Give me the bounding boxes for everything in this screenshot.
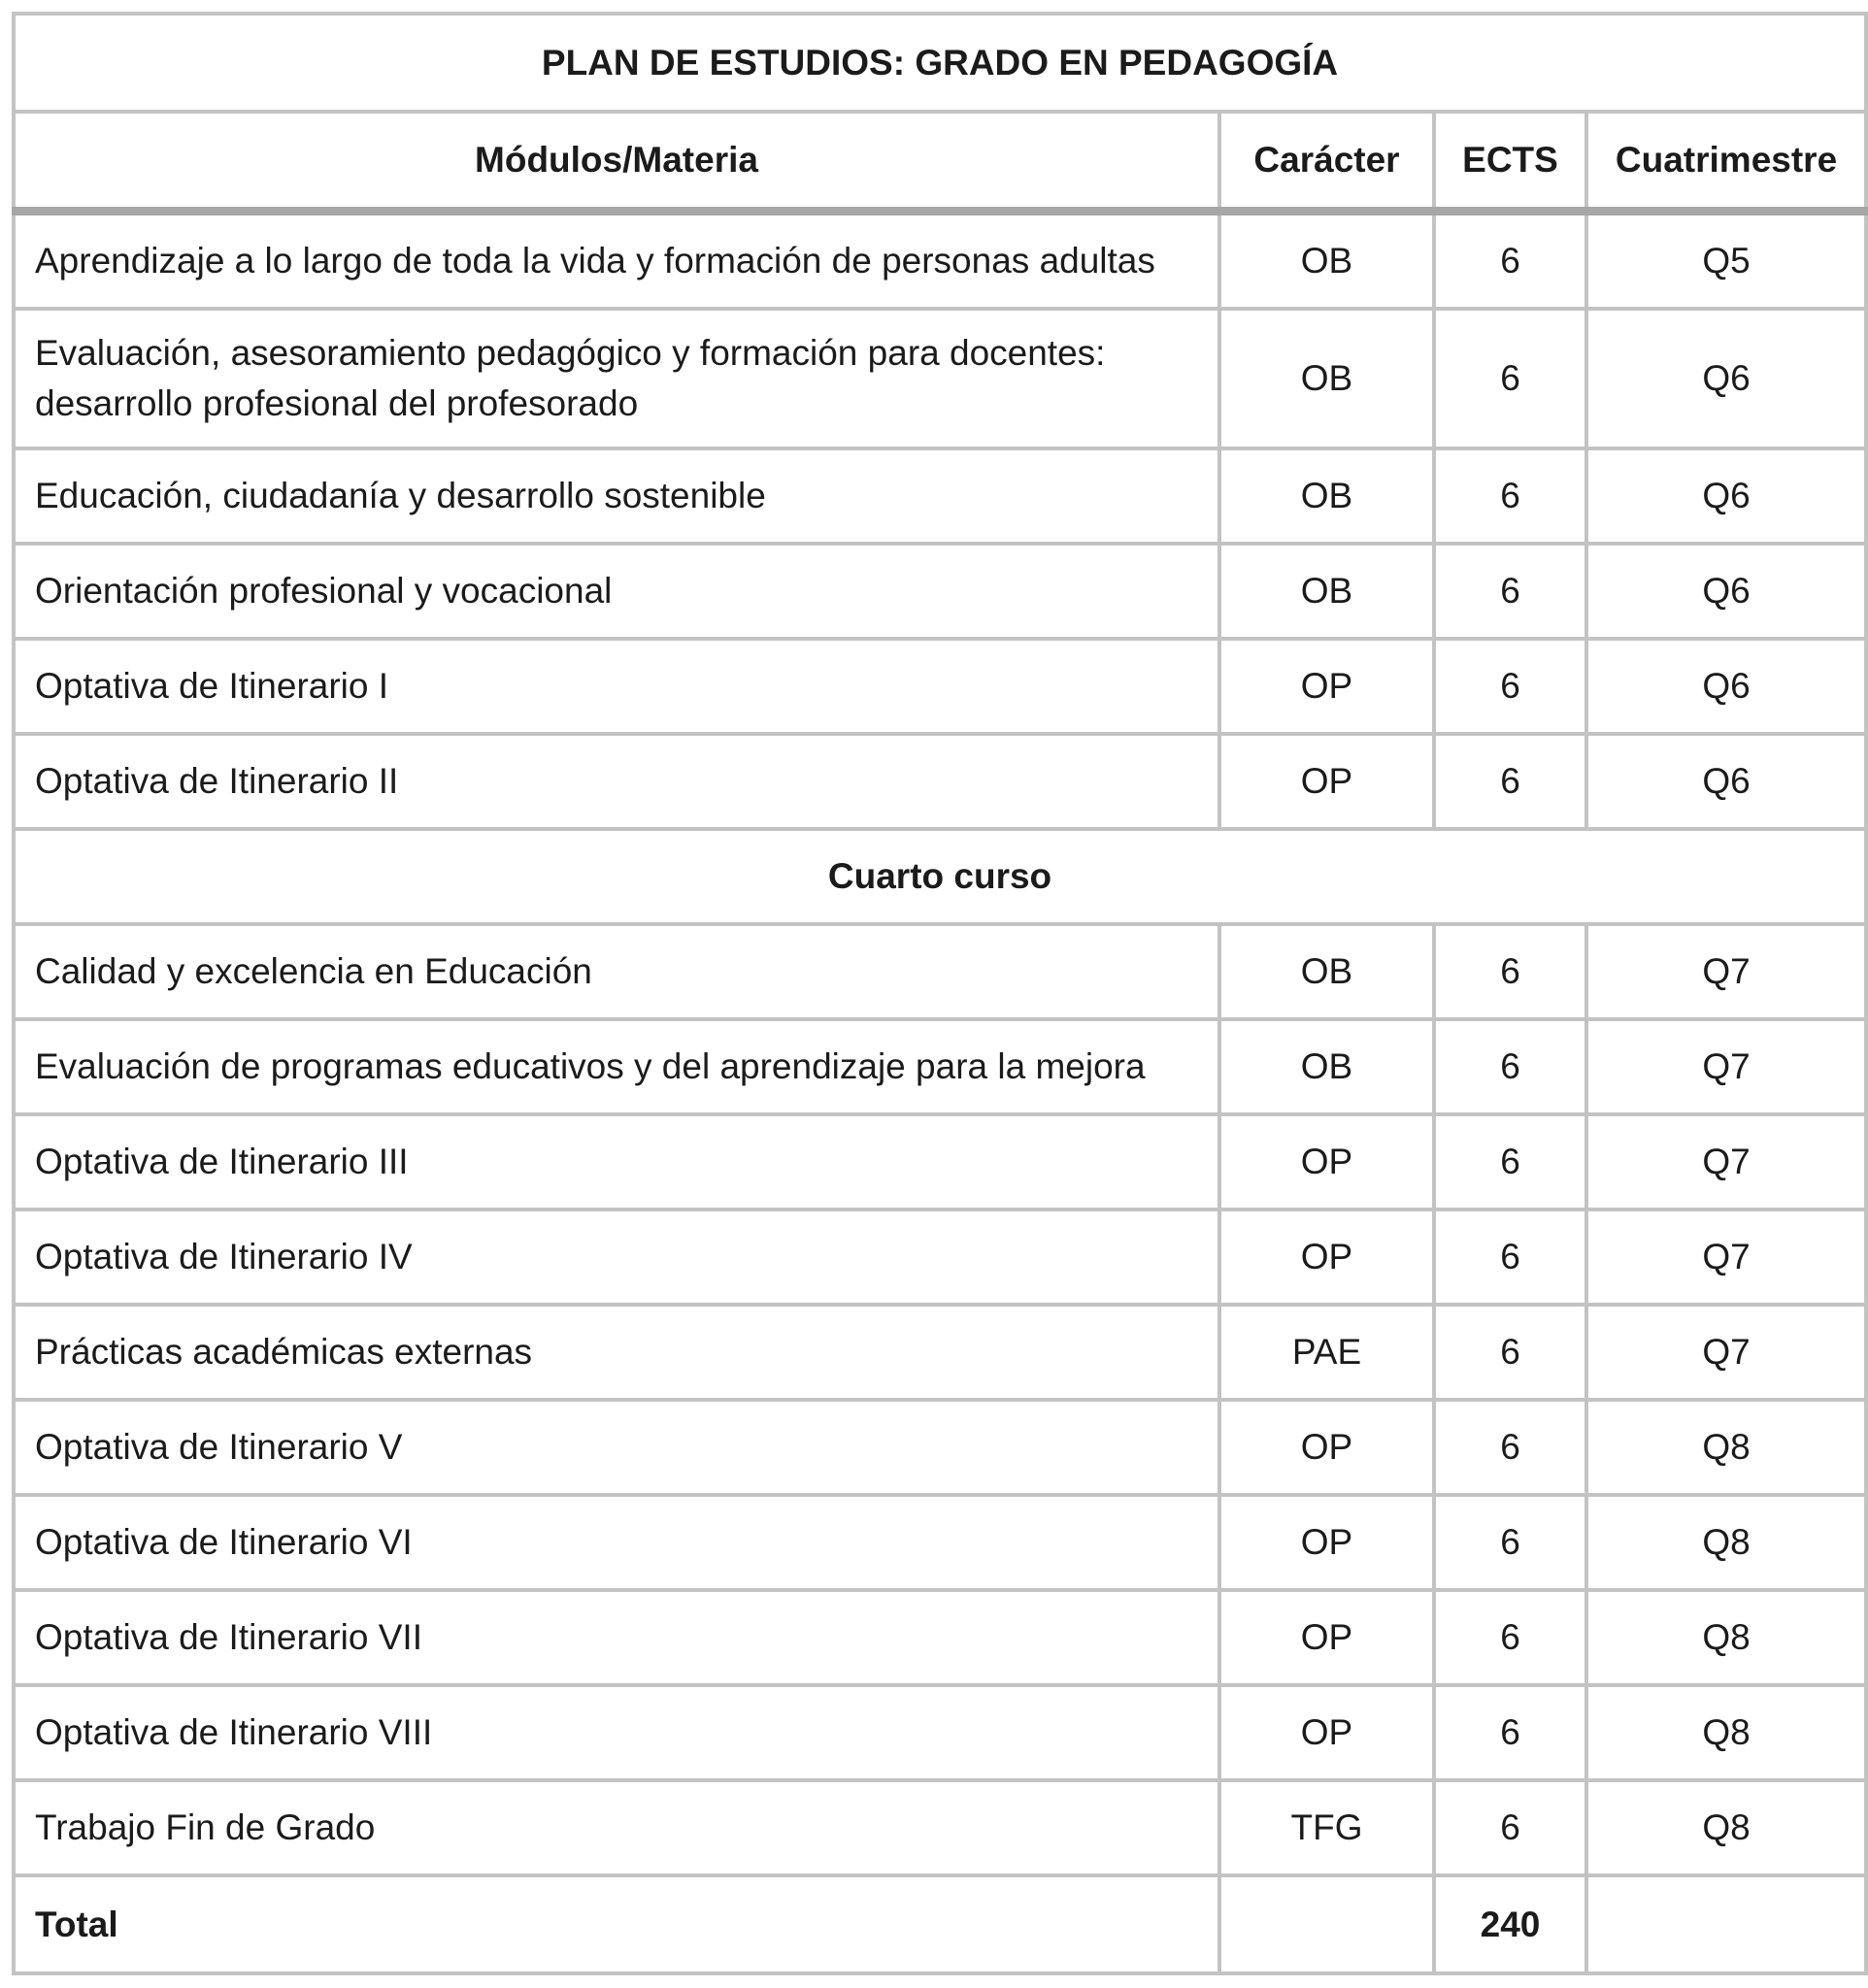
course-ects-cell: 6 — [1434, 1209, 1586, 1305]
course-name-cell: Aprendizaje a lo largo de toda la vida y formación de personas adultas — [14, 212, 1219, 310]
course-row — [14, 1305, 1866, 1400]
course-row — [14, 1400, 1866, 1495]
course-cuatrimestre-cell: Q8 — [1586, 1400, 1866, 1495]
course-row — [14, 1590, 1866, 1685]
course-name-cell: Optativa de Itinerario I — [14, 639, 1219, 734]
section-header-cuarto-curso: Cuarto curso — [14, 829, 1866, 924]
course-name-cell: Educación, ciudadanía y desarrollo sostenible — [14, 448, 1219, 544]
total-cuatrimestre-cell — [1586, 1875, 1866, 1973]
course-ects-cell: 6 — [1434, 1400, 1586, 1495]
course-cuatrimestre-cell: Q7 — [1586, 1305, 1866, 1400]
course-cuatrimestre-cell: Q6 — [1586, 639, 1866, 734]
course-cuatrimestre-cell: Q7 — [1586, 924, 1866, 1019]
course-cuatrimestre-cell: Q7 — [1586, 1114, 1866, 1209]
course-caracter-cell: OP — [1219, 1400, 1434, 1495]
column-header-caracter: Carácter — [1219, 112, 1434, 212]
course-row — [14, 1780, 1866, 1875]
course-name-cell: Orientación profesional y vocacional — [14, 544, 1219, 639]
course-cuatrimestre-cell: Q6 — [1586, 734, 1866, 829]
course-name-cell: Optativa de Itinerario VIII — [14, 1685, 1219, 1780]
course-caracter-cell: OB — [1219, 448, 1434, 544]
course-row — [14, 924, 1866, 1019]
course-cuatrimestre-cell: Q7 — [1586, 1209, 1866, 1305]
course-cuatrimestre-cell: Q7 — [1586, 1019, 1866, 1114]
total-caracter-cell — [1219, 1875, 1434, 1973]
total-ects-cell: 240 — [1434, 1875, 1586, 1973]
course-caracter-cell: OP — [1219, 1685, 1434, 1780]
course-row — [14, 1114, 1866, 1209]
course-caracter-cell: TFG — [1219, 1780, 1434, 1875]
course-cuatrimestre-cell: Q6 — [1586, 448, 1866, 544]
table-title: PLAN DE ESTUDIOS: GRADO EN PEDAGOGÍA — [14, 14, 1866, 112]
course-caracter-cell: OP — [1219, 1495, 1434, 1590]
course-caracter-cell: OB — [1219, 212, 1434, 310]
course-name-cell: Optativa de Itinerario II — [14, 734, 1219, 829]
course-row — [14, 734, 1866, 829]
course-cuatrimestre-cell: Q8 — [1586, 1780, 1866, 1875]
section-header-row — [14, 829, 1866, 924]
course-ects-cell: 6 — [1434, 1305, 1586, 1400]
course-name-cell: Optativa de Itinerario III — [14, 1114, 1219, 1209]
course-caracter-cell: OP — [1219, 639, 1434, 734]
course-caracter-cell: OB — [1219, 544, 1434, 639]
course-name-cell: Evaluación de programas educativos y del aprendizaje para la mejora — [14, 1019, 1219, 1114]
course-ects-cell: 6 — [1434, 734, 1586, 829]
course-caracter-cell: OB — [1219, 309, 1434, 448]
course-ects-cell: 6 — [1434, 1780, 1586, 1875]
course-caracter-cell: OP — [1219, 1590, 1434, 1685]
course-row — [14, 1209, 1866, 1305]
column-header-cuatrimestre: Cuatrimestre — [1586, 112, 1866, 212]
total-row — [14, 1875, 1866, 1973]
course-cuatrimestre-cell: Q8 — [1586, 1495, 1866, 1590]
course-row — [14, 1685, 1866, 1780]
course-row — [14, 448, 1866, 544]
course-row — [14, 1019, 1866, 1114]
course-row — [14, 639, 1866, 734]
course-ects-cell: 6 — [1434, 924, 1586, 1019]
course-name-cell: Optativa de Itinerario VI — [14, 1495, 1219, 1590]
course-name-cell: Trabajo Fin de Grado — [14, 1780, 1219, 1875]
course-row — [14, 544, 1866, 639]
course-caracter-cell: OB — [1219, 924, 1434, 1019]
total-label-cell: Total — [14, 1875, 1219, 1973]
column-header-ects: ECTS — [1434, 112, 1586, 212]
course-cuatrimestre-cell: Q8 — [1586, 1685, 1866, 1780]
plan-de-estudios-table — [12, 12, 1868, 1975]
course-cuatrimestre-cell: Q8 — [1586, 1590, 1866, 1685]
course-ects-cell: 6 — [1434, 309, 1586, 448]
course-ects-cell: 6 — [1434, 639, 1586, 734]
course-name-cell: Prácticas académicas externas — [14, 1305, 1219, 1400]
course-ects-cell: 6 — [1434, 1590, 1586, 1685]
course-caracter-cell: OP — [1219, 1114, 1434, 1209]
course-row — [14, 212, 1866, 310]
course-ects-cell: 6 — [1434, 1114, 1586, 1209]
course-ects-cell: 6 — [1434, 544, 1586, 639]
course-caracter-cell: OP — [1219, 734, 1434, 829]
course-cuatrimestre-cell: Q5 — [1586, 212, 1866, 310]
course-cuatrimestre-cell: Q6 — [1586, 309, 1866, 448]
course-ects-cell: 6 — [1434, 448, 1586, 544]
table-title-row — [14, 14, 1866, 112]
course-ects-cell: 6 — [1434, 212, 1586, 310]
course-name-cell: Optativa de Itinerario V — [14, 1400, 1219, 1495]
course-name-cell: Calidad y excelencia en Educación — [14, 924, 1219, 1019]
column-header-row — [14, 112, 1866, 212]
course-name-cell: Evaluación, asesoramiento pedagógico y formación para docentes: desarrollo profesional del profesorado — [14, 309, 1219, 448]
course-name-cell: Optativa de Itinerario VII — [14, 1590, 1219, 1685]
course-caracter-cell: OP — [1219, 1209, 1434, 1305]
column-header-modulos-materia: Módulos/Materia — [14, 112, 1219, 212]
course-ects-cell: 6 — [1434, 1685, 1586, 1780]
course-ects-cell: 6 — [1434, 1495, 1586, 1590]
course-row — [14, 1495, 1866, 1590]
course-name-cell: Optativa de Itinerario IV — [14, 1209, 1219, 1305]
course-ects-cell: 6 — [1434, 1019, 1586, 1114]
course-row — [14, 309, 1866, 448]
course-cuatrimestre-cell: Q6 — [1586, 544, 1866, 639]
course-caracter-cell: OB — [1219, 1019, 1434, 1114]
course-caracter-cell: PAE — [1219, 1305, 1434, 1400]
